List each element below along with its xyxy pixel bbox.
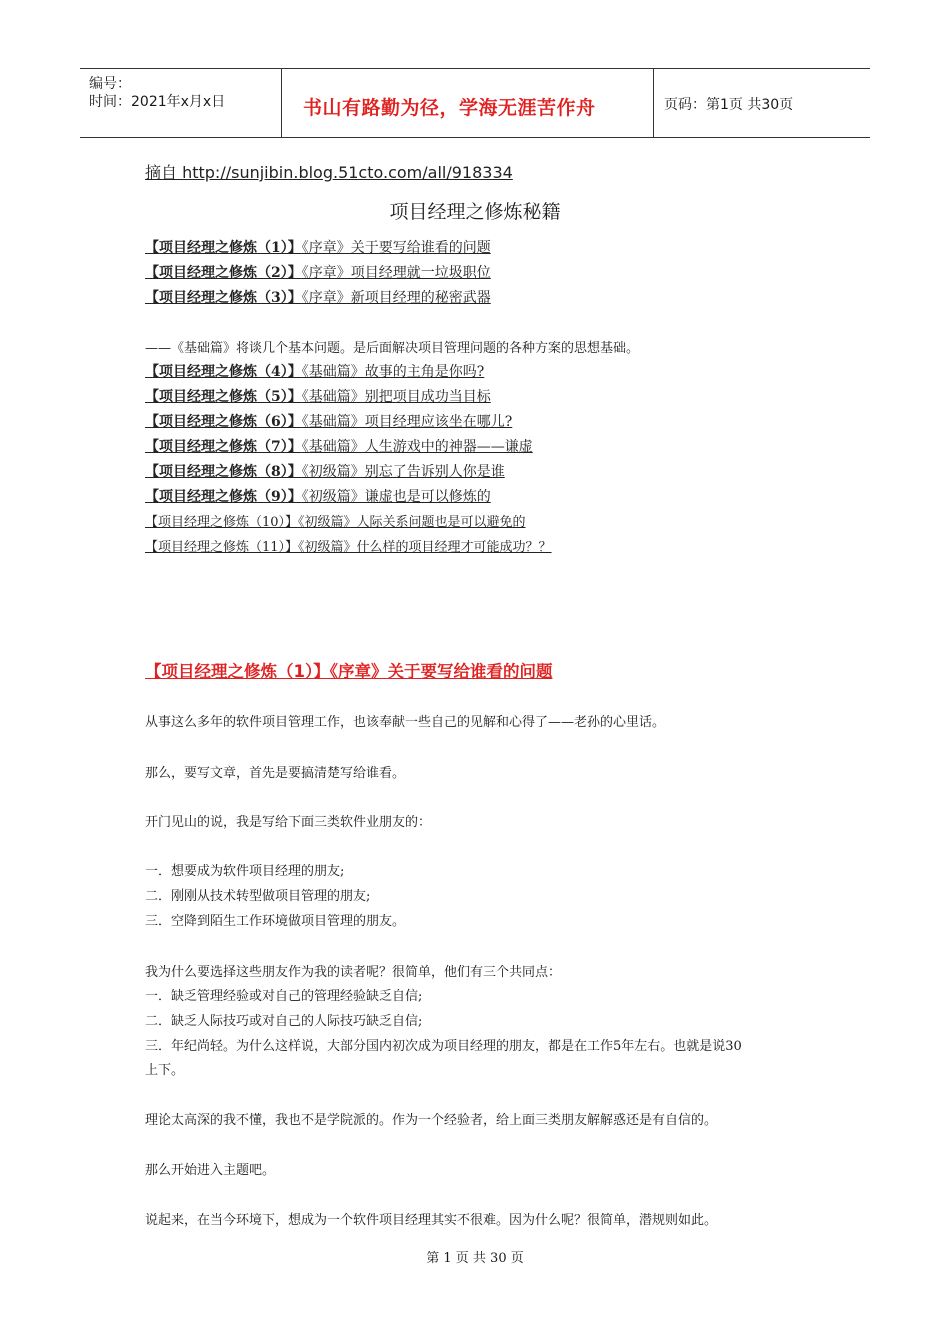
page-info: 页码：第1页 共30页 <box>664 97 794 113</box>
source-link[interactable]: 摘自 http://sunjibin.blog.51cto.com/all/918334 <box>145 163 513 182</box>
toc-link-7[interactable]: 【项目经理之修炼（7）】《基础篇》人生游戏中的神器——谦虚 <box>145 439 533 455</box>
paragraph-6: 那么开始进入主题吧。 <box>145 1163 276 1178</box>
header-page-cell <box>654 69 870 137</box>
section-title[interactable]: 【项目经理之修炼（1）】《序章》关于要写给谁看的问题 <box>145 662 553 681</box>
time-label: 时间：2021年x月x日 <box>89 94 226 110</box>
number-label: 编号： <box>89 76 131 92</box>
list-item: 一．缺乏管理经验或对自己的管理经验缺乏自信; <box>145 989 423 1004</box>
paragraph-2: 那么，要写文章，首先是要搞清楚写给谁看。 <box>145 766 406 781</box>
toc-link-1[interactable]: 【项目经理之修炼（1）】《序章》关于要写给谁看的问题 <box>145 240 491 256</box>
document-title: 项目经理之修炼秘籍 <box>389 201 561 223</box>
page-footer: 第 1 页 共 30 页 <box>426 1251 524 1266</box>
toc-link-10[interactable]: 【项目经理之修炼（10）】《初级篇》人际关系问题也是可以避免的 <box>145 515 526 530</box>
toc-link-2[interactable]: 【项目经理之修炼（2）】《序章》项目经理就一垃圾职位 <box>145 265 491 281</box>
list-item: 一．想要成为软件项目经理的朋友; <box>145 864 345 879</box>
toc-link-6[interactable]: 【项目经理之修炼（6）】《基础篇》项目经理应该坐在哪儿? <box>145 414 513 430</box>
toc-link-9[interactable]: 【项目经理之修炼（9）】《初级篇》谦虚也是可以修炼的 <box>145 489 491 505</box>
list-item: 三．空降到陌生工作环境做项目管理的朋友。 <box>145 914 406 929</box>
toc-link-3[interactable]: 【项目经理之修炼（3）】《序章》新项目经理的秘密武器 <box>145 290 491 306</box>
paragraph-7: 说起来，在当今环境下，想成为一个软件项目经理其实不很难。因为什么呢？很简单，潜规则如此。 <box>145 1213 718 1228</box>
motto-text: 书山有路勤为径，学海无涯苦作舟 <box>303 97 596 119</box>
toc-link-8[interactable]: 【项目经理之修炼（8）】《初级篇》别忘了告诉别人你是谁 <box>145 464 505 480</box>
paragraph-1: 从事这么多年的软件项目管理工作，也该奉献一些自己的见解和心得了——老孙的心里话。 <box>145 715 666 730</box>
list-item: 二．刚刚从技术转型做项目管理的朋友; <box>145 889 371 904</box>
list-item: 三．年纪尚轻。为什么这样说，大部分国内初次成为项目经理的朋友，都是在工作5年左右。也就是说30 <box>145 1039 742 1054</box>
list-item: 二．缺乏人际技巧或对自己的人际技巧缺乏自信; <box>145 1014 423 1029</box>
toc-link-4[interactable]: 【项目经理之修炼（4）】《基础篇》故事的主角是你吗? <box>145 364 485 380</box>
paragraph-4: 我为什么要选择这些朋友作为我的读者呢？很简单，他们有三个共同点： <box>145 965 562 980</box>
header-meta-cell <box>80 69 282 137</box>
intro-text: ——《基础篇》将谈几个基本问题。是后面解决项目管理问题的各种方案的思想基础。 <box>145 341 640 356</box>
paragraph-3: 开门见山的说，我是写给下面三类软件业朋友的： <box>145 815 432 830</box>
header-table <box>80 68 870 138</box>
toc-link-11[interactable]: 【项目经理之修炼（11）】《初级篇》什么样的项目经理才可能成功？？ <box>145 540 552 555</box>
header-motto-cell <box>282 69 654 137</box>
list-item-continued: 上下。 <box>145 1063 185 1078</box>
paragraph-5: 理论太高深的我不懂，我也不是学院派的。作为一个经验者，给上面三类朋友解解惑还是有自信的。 <box>145 1113 718 1128</box>
toc-link-5[interactable]: 【项目经理之修炼（5）】《基础篇》别把项目成功当目标 <box>145 389 491 405</box>
